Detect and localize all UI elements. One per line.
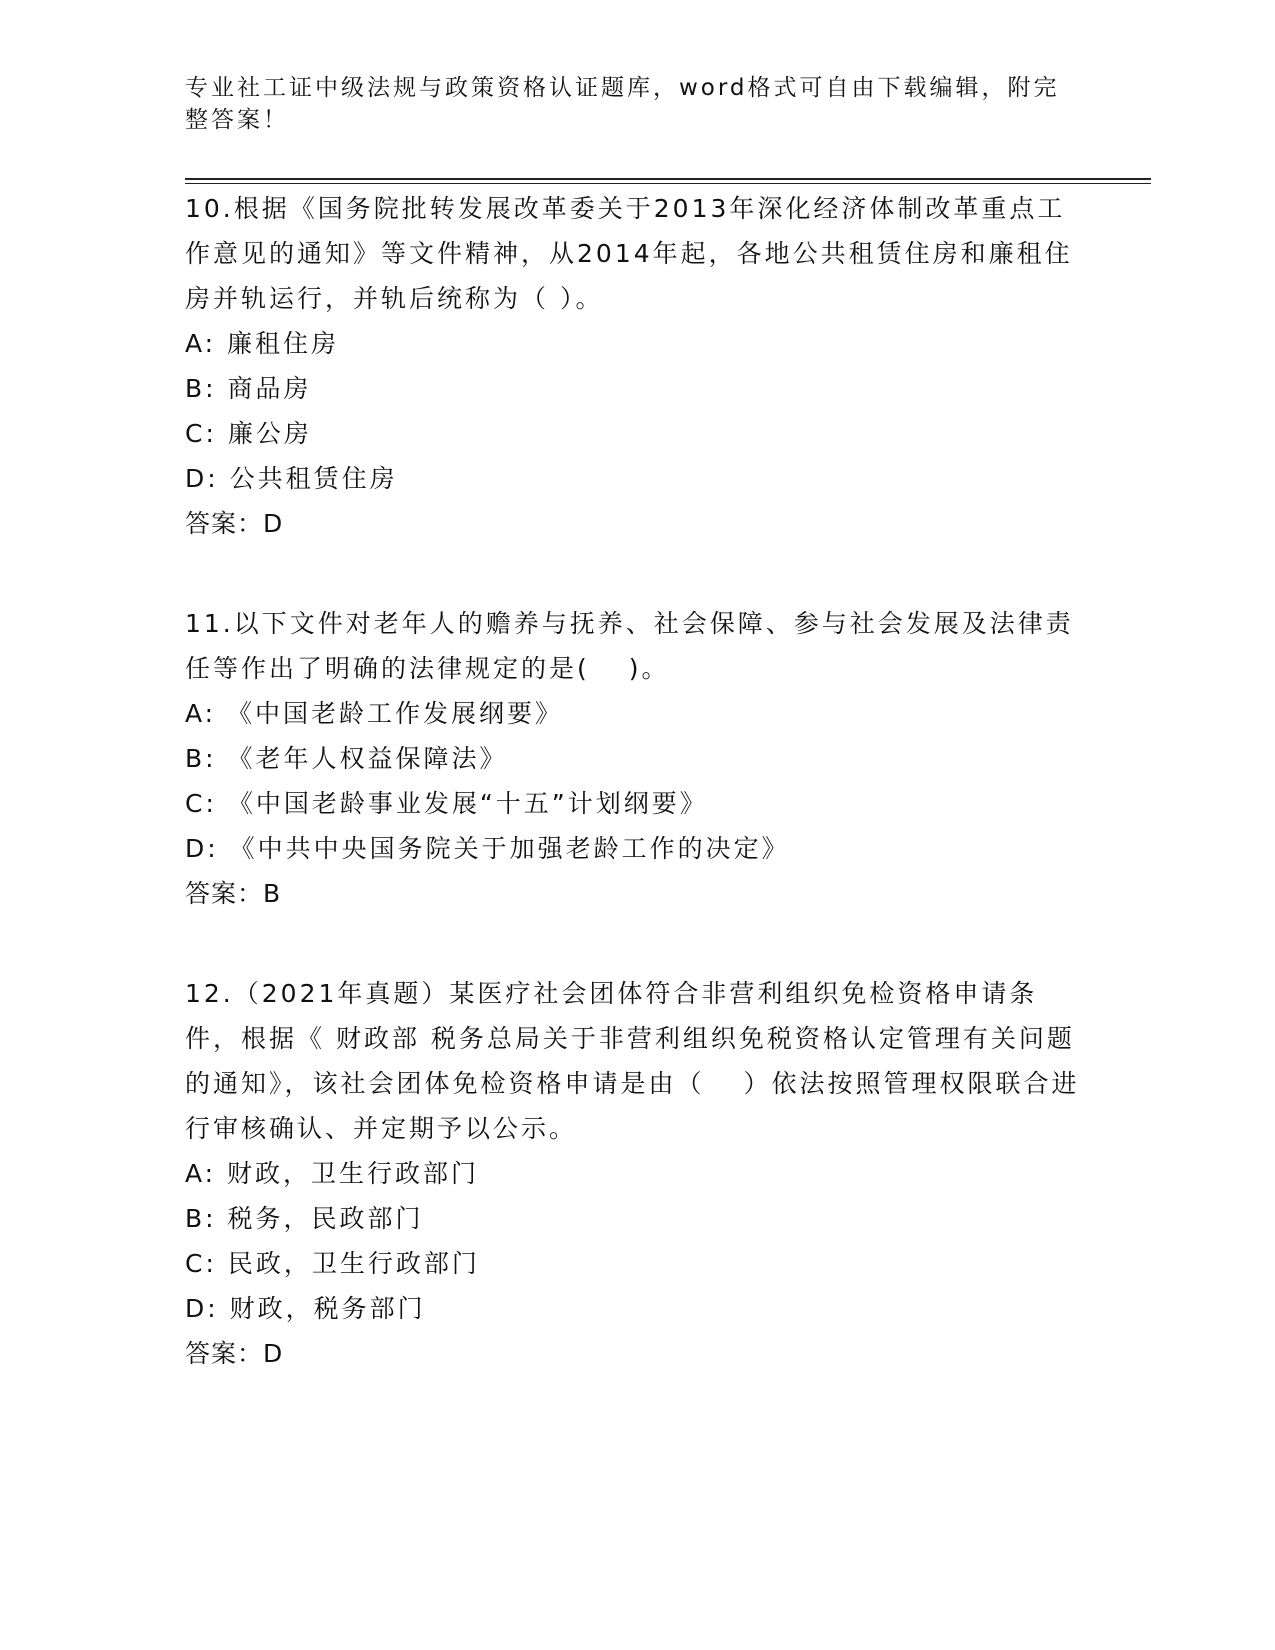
option-d: D: 《中共中央国务院关于加强老龄工作的决定》	[185, 834, 790, 863]
option-a: A: 廉租住房	[185, 329, 340, 358]
option-c: C: 廉公房	[185, 419, 312, 448]
option-b: B: 税务，民政部门	[185, 1204, 424, 1233]
option-b: B: 《老年人权益保障法》	[185, 744, 508, 773]
question-10	[185, 186, 1085, 546]
answer-line: 答案：B	[185, 879, 282, 908]
answer-line: 答案：D	[185, 509, 284, 538]
question-11	[185, 601, 1085, 916]
option-a: A: 财政，卫生行政部门	[185, 1159, 480, 1188]
option-a: A: 《中国老龄工作发展纲要》	[185, 699, 564, 728]
question-stem: 10.根据《国务院批转发展改革委关于2013年深化经济体制改革重点工作意见的通知》等文件精神，从2014年起，各地公共租赁住房和廉租住房并轨运行，并轨后统称为（ ）。	[185, 194, 1073, 313]
header-divider-thick	[185, 178, 1151, 180]
header-divider-thin	[185, 183, 1151, 184]
answer-line: 答案：D	[185, 1339, 284, 1368]
question-stem: 12.（2021年真题）某医疗社会团体符合非营利组织免检资格申请条件，根据《 财政部 税务总局关于非营利组织免税资格认定管理有关问题的通知》，该社会团体免检资格申请是由（ ）依法按照管理权限联合进行审核确认、并定期予以公示。	[185, 979, 1080, 1143]
option-b: B: 商品房	[185, 374, 312, 403]
option-d: D: 公共租赁住房	[185, 464, 398, 493]
option-c: C: 《中国老龄事业发展“十五”计划纲要》	[185, 789, 708, 818]
page-header-text: 专业社工证中级法规与政策资格认证题库，word格式可自由下载编辑，附完整答案！	[185, 75, 1060, 133]
question-stem: 11.以下文件对老年人的赡养与抚养、社会保障、参与社会发展及法律责任等作出了明确的法律规定的是( )。	[185, 609, 1074, 683]
question-list	[185, 186, 1085, 1431]
question-12	[185, 971, 1085, 1376]
option-d: D: 财政，税务部门	[185, 1294, 426, 1323]
option-c: C: 民政，卫生行政部门	[185, 1249, 480, 1278]
